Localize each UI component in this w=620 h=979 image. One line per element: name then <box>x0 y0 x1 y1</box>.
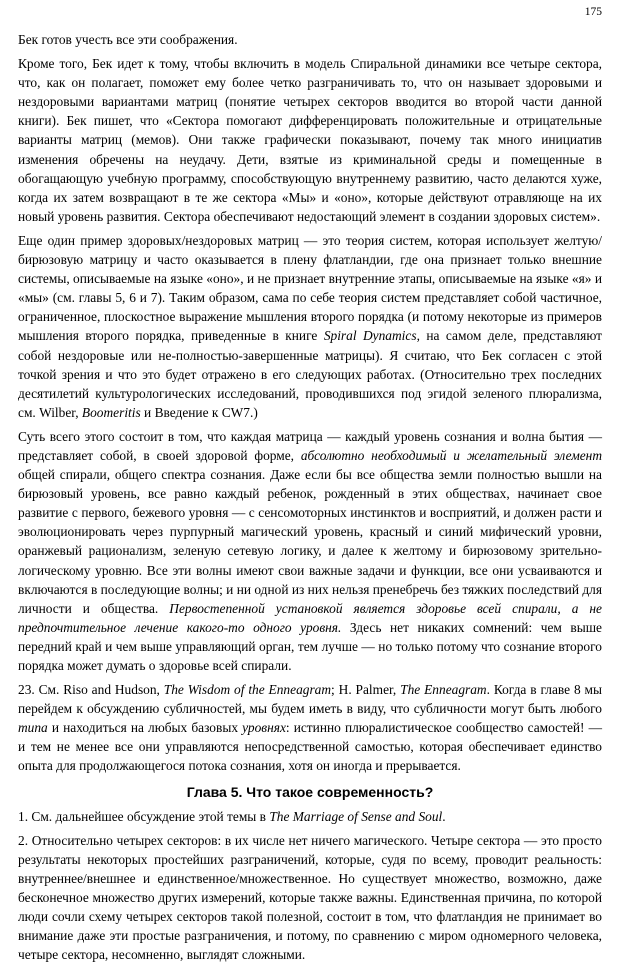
note-23-text: . Когда в главе 8 мы перейдем к обсуждению субличностей, мы будем иметь в виду, что субличности могут быть любого <box>18 682 602 717</box>
paragraph-3 <box>18 231 602 422</box>
note-2: 2. Относительно четырех секторов: в их числе нет ничего магического. Четыре сектора — это просто результаты некоторых простейших разграничений, которые, судя по всему, проводит реальность: внутреннее/внешнее и единственное/множественное. Но существует множество, возможно, даже бесконечное множество других измерений, которые также важны. Единственная причина, по которой люди сочли схему четырех секторов такой полезной, состоит в том, что флатландия не принимает во внимание даже эти простые разграничения, и потому, по сравнению с миром одномерного человека, четыре сектора, несомненно, выглядят сложными. <box>18 832 602 963</box>
note-1-text: . <box>442 808 446 824</box>
paragraph-4 <box>18 427 602 675</box>
book-title-marriage-sense-soul: The Marriage of Sense and Soul <box>269 808 443 824</box>
emphasis-text: Первостепенной установкой является здоровье всей спирали, а не предпочтительное лечение какого-то одного уровня. <box>18 600 602 635</box>
note-23-text: ; H. Palmer, <box>331 682 401 698</box>
book-title-boomeritis: Boomeritis <box>81 404 141 420</box>
note-23-text: : истинно плюралистическое сообщество самостей! — и тем не менее все они управляются непосредственной самостью, которая обеспечивает единство опыта для продолжающегося потока сознания, хотя он иногда и прерывается. <box>18 720 602 774</box>
book-title-wisdom-enneagram: The Wisdom of the Enneagram <box>163 682 332 698</box>
note-1-text: 1. См. дальнейшее обсуждение этой темы в <box>18 808 270 824</box>
chapter-heading: Глава 5. Что такое современность? <box>186 783 434 800</box>
page-number: 175 <box>584 6 602 18</box>
note-23-text: 23. См. Riso and Hudson, <box>18 682 164 698</box>
paragraph-2: Кроме того, Бек идет к тому, чтобы включить в модель Спиральной динамики все четыре сектора, что, как он полагает, поможет ему более четко разграничивать то, что он называет здоровыми и нездоровыми вариантами матриц (понятие четырех секторов вводится во второй части данной книги). Бек пишет, что «Сектора помогают дифференцировать положительные и отрицательные варианты матриц (мемов). Они также графически показывают, почему так много инициатив изменения обречены на неудачу. Дети, взятые из криминальной среды и помещенные в обогащающую учебную программу, способствующую внутреннему развитию, часто делаются хуже, когда их затем возвращают в те же сектора «Мы» и «оно», которые действуют отравляюще на их новый уровень развития. Сектора обеспечивают недостающий элемент в создании здоровых систем». <box>18 56 602 224</box>
paragraph-4-text: Здесь нет никаких сомнений: чем выше передний край и чем выше управляющий орган, тем лучше — но только потому что сознание второго порядка может думать о здоровье всей спирали. <box>18 619 602 673</box>
emphasis-text: типа <box>18 720 48 736</box>
note-1 <box>18 807 602 826</box>
paragraph-3-text: , на самом деле, представляют собой нездоровые или не-полностью-завершенные матрицы). Я считаю, что Бек согласен с этой точкой зрения и что это будет отражено в его следующих работах. (Относительно трех последних десятилетий культурологических исследований, проводившихся под эгидой зеленого плюрализма, см. Wilber, <box>18 328 602 420</box>
emphasis-text: уровнях <box>242 720 286 736</box>
book-title-spiral-dynamics: Spiral Dynamics <box>323 328 417 344</box>
emphasis-text: абсолютно необходимый и желательный элемент <box>300 447 602 463</box>
note-23-text: и находиться на любых базовых <box>47 720 243 736</box>
page-content <box>18 30 602 969</box>
paragraph-3-text: и Введение к CW7.) <box>140 404 258 420</box>
note-23 <box>18 680 602 775</box>
paragraph-4-text: Суть всего этого состоит в том, что каждая матрица — каждый уровень сознания и волна бытия — представляет собой, в своей здоровой форме, <box>18 428 602 463</box>
book-title-enneagram: The Enneagram <box>400 682 487 698</box>
paragraph-4-text: общей спирали, общего спектра сознания. Даже если бы все общества земли полностью вышли на бирюзовый уровень, все равно каждый ребенок, рожденный в этих обществах, начинает свое развитие с первого, бежевого уровня — с сенсомоторных инстинктов и восприятий, и должен расти и эволюционировать через пурпурный магический уровень, красный и синий мифический уровни, оранжевый рационализм, зеленую сетевую логику, и далее к желтому и бирюзовому зрительно-логическому уровню. Все эти волны имеют свои важные задачи и функции, все они усваиваются и включаются в последующие волны; и ни одной из них нельзя пренебречь без тяжких последствий для личности и общества. <box>18 467 602 616</box>
paragraph-3-text: Еще один пример здоровых/нездоровых матриц — это теория систем, которая использует желтую/бирюзовую матрицу и часто оказывается в плену флатландии, где она признает только внешние системы, описываемые на языке «оно», и не признает внутренние этапы, описываемые на языке «я» и «мы» (см. главы 5, 6 и 7). Таким образом, сама по себе теория систем представляет собой частичное, ограниченное, плоскостное выражение мышления второго порядка (и потому некоторые из примеров мышления второго порядка, приведенные в книге <box>18 232 602 344</box>
paragraph-1: Бек готов учесть все эти соображения. <box>18 32 238 47</box>
